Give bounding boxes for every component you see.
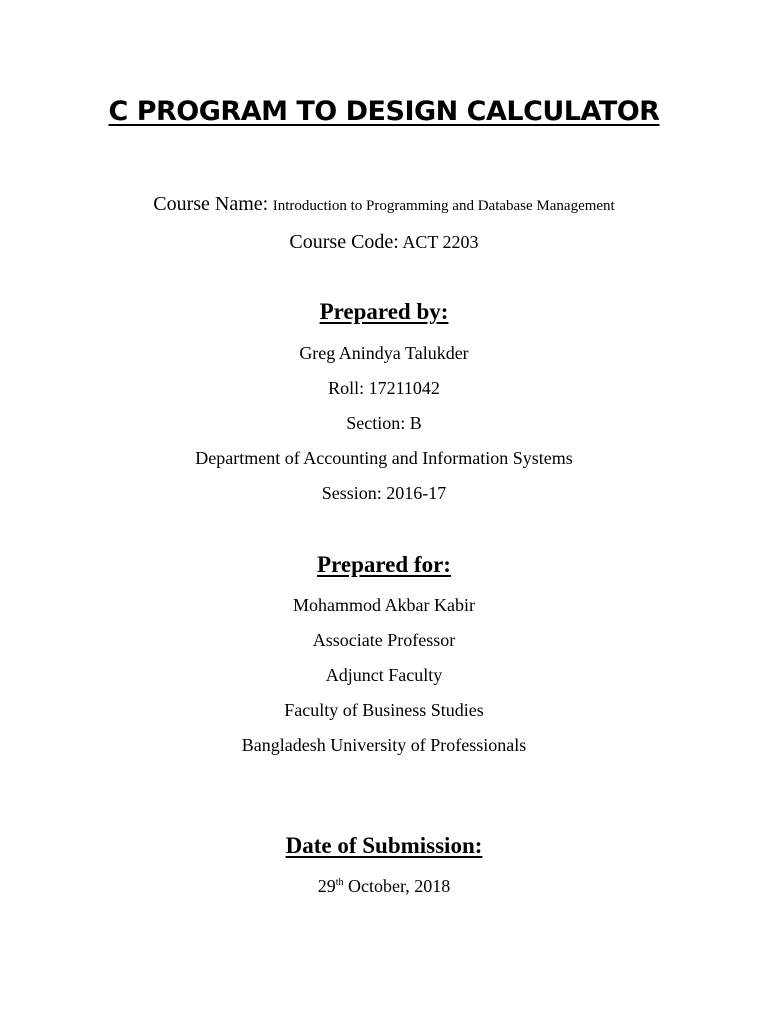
prepared-by-department: Department of Accounting and Information Systems xyxy=(195,448,573,468)
course-code-label: Course Code: xyxy=(289,231,399,253)
submission-day-suffix: th xyxy=(335,877,344,888)
submission-heading: Date of Submission: xyxy=(285,833,483,858)
document-title: C PROGRAM TO DESIGN CALCULATOR xyxy=(108,96,660,127)
submission-day: 29 xyxy=(317,876,336,896)
prepared-by-session: Session: 2016-17 xyxy=(321,483,447,503)
prepared-by-roll: Roll: 17211042 xyxy=(328,378,440,398)
prepared-for-faculty: Faculty of Business Studies xyxy=(284,700,484,720)
prepared-by-section: Section: B xyxy=(346,413,422,433)
course-code-value: ACT 2203 xyxy=(402,232,479,252)
prepared-by-name: Greg Anindya Talukder xyxy=(299,343,469,363)
prepared-by-heading: Prepared by: xyxy=(319,299,449,324)
course-name-label: Course Name: xyxy=(153,193,269,215)
prepared-for-name: Mohammod Akbar Kabir xyxy=(293,595,475,615)
course-name-line xyxy=(0,193,768,217)
course-code-line xyxy=(0,231,768,253)
course-name-value: Introduction to Programming and Database Management xyxy=(272,198,615,214)
submission-date xyxy=(0,875,768,897)
submission-month-year: October, 2018 xyxy=(343,876,451,896)
prepared-for-heading: Prepared for: xyxy=(317,552,451,577)
prepared-for-role: Adjunct Faculty xyxy=(325,665,443,685)
prepared-for-position: Associate Professor xyxy=(312,630,456,650)
prepared-for-university: Bangladesh University of Professionals xyxy=(241,735,527,755)
